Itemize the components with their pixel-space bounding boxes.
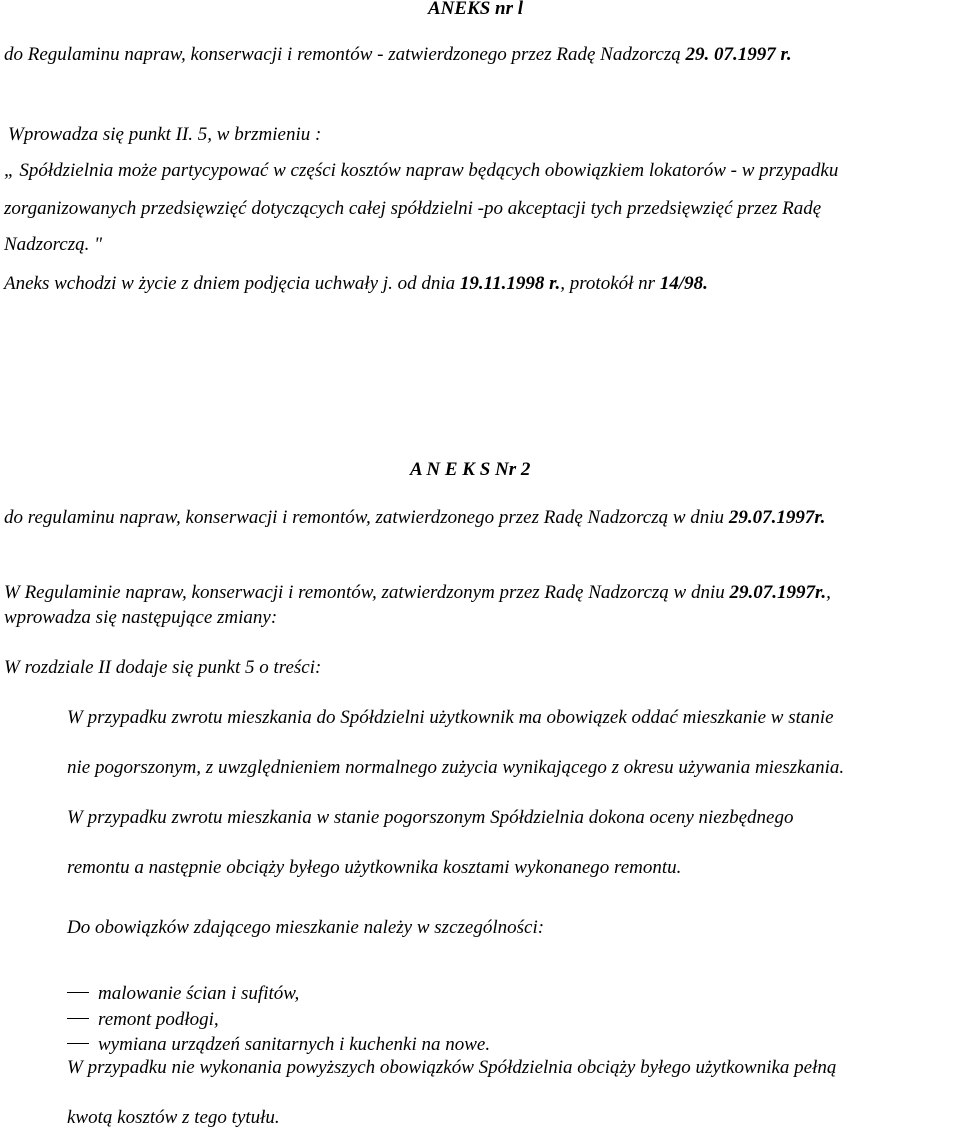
duty-item-label: wymiana urządzeń sanitarnych i kuchenki na nowe. [98, 1034, 491, 1055]
aneks2-body-line4: remontu a następnie obciąży byłego użytkownika kosztami wykonanego remontu. [67, 857, 682, 878]
aneks2-duties-heading: Do obowiązków zdającego mieszkanie należy w szczególności: [67, 917, 545, 938]
aneks1-quote-line3: Nadzorczą. " [4, 234, 103, 255]
dash-bullet-icon [67, 1018, 89, 1019]
aneks1-effective-mid: , protokół nr [560, 273, 660, 294]
aneks1-effective [4, 273, 708, 295]
aneks2-para1-end: , [826, 582, 831, 603]
duty-list-item [67, 1034, 490, 1056]
aneks1-intro: Wprowadza się punkt II. 5, w brzmieniu : [8, 124, 322, 145]
aneks2-closing-line1: W przypadku nie wykonania powyższych obowiązków Spółdzielnia obciąży byłego użytkownika pełną [67, 1057, 837, 1078]
aneks2-subtitle-text: do regulaminu napraw, konserwacji i remontów, zatwierdzonego przez Radę Nadzorczą w dniu [4, 507, 729, 528]
aneks2-subtitle-date: 29.07.1997r. [728, 507, 826, 528]
aneks2-subtitle [4, 507, 825, 529]
aneks1-quote-line1: „ Spółdzielnia może partycypować w części kosztów napraw będących obowiązkiem lokatorów - w przypadku [4, 160, 839, 181]
aneks2-para1-date: 29.07.1997r. [729, 582, 827, 603]
aneks1-subtitle-text: do Regulaminu napraw, konserwacji i remontów - zatwierdzonego przez Radę Nadzorczą [4, 44, 686, 65]
duty-item-label: remont podłogi, [98, 1009, 219, 1030]
dash-bullet-icon [67, 1043, 89, 1044]
aneks1-quote-line2: zorganizowanych przedsięwzięć dotyczących całej spółdzielni -po akceptacji tych przedsięwzięć przez Radę [4, 198, 822, 219]
duty-list-item [67, 1009, 219, 1031]
aneks1-effective-date: 19.11.1998 r. [459, 273, 561, 294]
aneks2-para1-text: W Regulaminie napraw, konserwacji i remontów, zatwierdzonym przez Radę Nadzorczą w dniu [4, 582, 730, 603]
aneks2-body-line1: W przypadku zwrotu mieszkania do Spółdzielni użytkownik ma obowiązek oddać mieszkanie w stanie [67, 707, 834, 728]
aneks2-body-line2: nie pogorszonym, z uwzględnieniem normalnego zużycia wynikającego z okresu używania mieszkania. [67, 757, 845, 778]
aneks2-para2: W rozdziale II dodaje się punkt 5 o treści: [4, 657, 322, 678]
aneks1-subtitle [4, 44, 792, 66]
aneks1-effective-text: Aneks wchodzi w życie z dniem podjęcia uchwały j. od dnia [4, 273, 460, 294]
aneks1-subtitle-date: 29. 07.1997 r. [685, 44, 792, 65]
aneks1-title: ANEKS nr l [428, 0, 524, 19]
aneks2-title: A N E K S Nr 2 [410, 459, 531, 480]
aneks2-para1-line2: wprowadza się następujące zmiany: [4, 607, 278, 628]
aneks2-para1-line1 [4, 582, 831, 604]
dash-bullet-icon [67, 992, 89, 993]
aneks1-effective-protocol: 14/98. [659, 273, 708, 294]
aneks2-closing-line2: kwotą kosztów z tego tytułu. [67, 1107, 280, 1128]
aneks2-body-line3: W przypadku zwrotu mieszkania w stanie pogorszonym Spółdzielnia dokona oceny niezbędnego [67, 807, 794, 828]
duty-item-label: malowanie ścian i sufitów, [98, 983, 300, 1004]
duty-list-item [67, 983, 299, 1005]
